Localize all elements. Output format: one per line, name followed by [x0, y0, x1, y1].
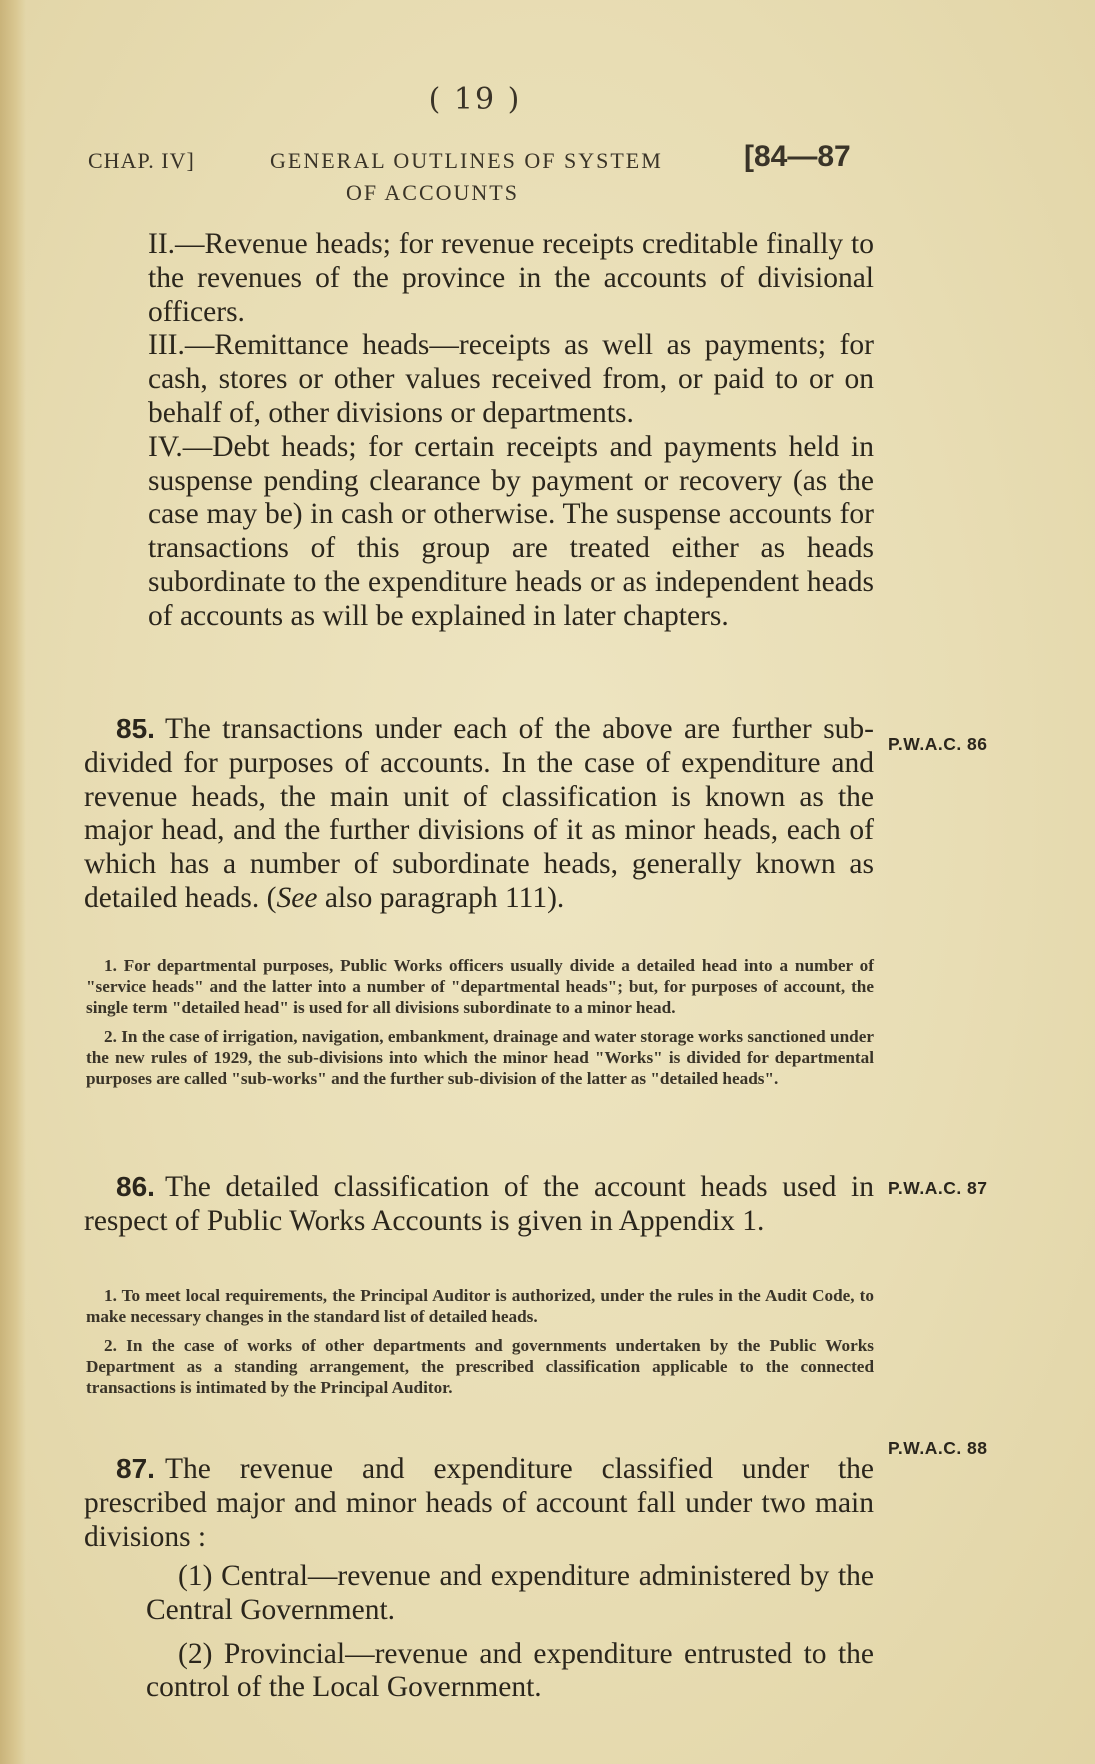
list-item: (1) Central—revenue and expenditure administered by the Central Government.: [146, 1560, 874, 1626]
see-word: See: [276, 881, 318, 914]
header-title-line1: GENERAL OUTLINES OF SYSTEM: [270, 148, 663, 173]
marginal-reference: P.W.A.C. 86: [888, 734, 988, 754]
note: 2. In the case of works of other departments and governments undertaken by the Public Works Department as a standing arrangement, the prescribed classification applicable to the connected transactions is intimated by the Principal Auditor.: [86, 1336, 874, 1397]
paragraph-text: The detailed classification of the account heads used in respect of Public Works Accounts is given in Appendix 1.: [84, 1171, 874, 1237]
paragraph-86: [84, 1170, 874, 1239]
marginal-reference: P.W.A.C. 88: [888, 1438, 988, 1458]
note: 2. In the case of irrigation, navigation, embankment, drainage and water storage works sanctioned under the new rules of 1929, the sub-divisions into which the minor head "Works" is divided for departmental purposes are called "sub-works" and the further sub-division of the latter as "detailed heads".: [86, 1027, 874, 1088]
note: 1. To meet local requirements, the Principal Auditor is authorized, under the rules in the Audit Code, to make necessary changes in the standard list of detailed heads.: [86, 1286, 874, 1326]
list-item: III.—Remittance heads—receipts as well as payments; for cash, stores or other values received from, or paid to or on behalf of, other divisions or departments.: [148, 329, 874, 429]
paragraph-text: The revenue and expenditure classified under the prescribed major and minor heads of account fall under two main divisions :: [84, 1453, 874, 1553]
paragraph-text: The transactions under each of the above are further sub-divided for purposes of accounts. In the case of expenditure and revenue heads, the main unit of classification is known as the major head, and the further divisions of it as minor heads, each of which has a number of subordinate heads, generally known as detailed heads.: [84, 713, 874, 914]
notes-85: [86, 955, 874, 1097]
paragraph-number: 87.: [116, 1453, 155, 1484]
paragraph-range: [84—87: [744, 140, 851, 173]
page-number: ( 19 ): [428, 82, 522, 117]
paragraph-87: [84, 1452, 874, 1554]
list-item: IV.—Debt heads; for certain receipts and payments held in suspense pending clearance by payment or recovery (as the case may be) in cash or otherwise. The suspense accounts for transactions of this group are treated either as heads subordinate to the expenditure heads or as independent heads of accounts as will be explained in later chapters.: [148, 430, 874, 632]
header-title-line2: OF ACCOUNTS: [346, 180, 519, 205]
divisions-list: [146, 1560, 874, 1715]
binding-edge: [0, 0, 26, 1764]
note: 1. For departmental purposes, Public Works officers usually divide a detailed head into a number of "service heads" and the latter into a number of "departmental heads"; but, for purposes of account, the single term "detailed head" is used for all divisions subordinate to a minor head.: [86, 956, 874, 1017]
running-header: [88, 142, 878, 212]
marginal-reference: P.W.A.C. 87: [888, 1178, 988, 1198]
paragraph-text-tail: also paragraph 111).: [324, 881, 565, 914]
list-item: II.—Revenue heads; for revenue receipts creditable finally to the revenues of the province in the accounts of divisional officers.: [148, 228, 874, 328]
heads-list: [148, 228, 874, 634]
paragraph-number: 85.: [116, 713, 155, 744]
open-paren: (: [266, 881, 277, 914]
paragraph-85: [84, 712, 874, 916]
chapter-label: CHAP. IV]: [88, 148, 195, 173]
notes-86: [86, 1285, 874, 1406]
list-item: (2) Provincial—revenue and expenditure entrusted to the control of the Local Government.: [146, 1637, 874, 1704]
paragraph-number: 86.: [116, 1171, 155, 1202]
